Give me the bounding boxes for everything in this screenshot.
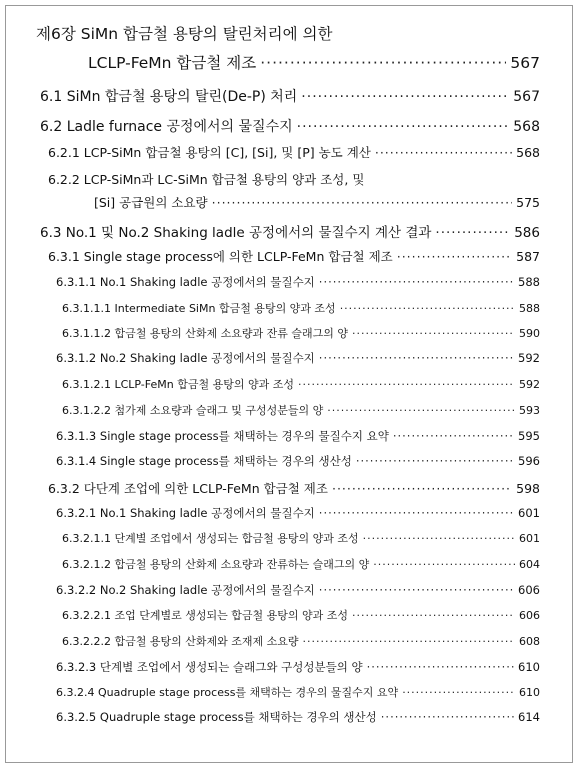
- dot-leader: [381, 710, 514, 724]
- entry-title: 6.3.1.1.1 Intermediate SiMn 합금철 용탕의 양과 조성: [62, 302, 336, 315]
- dot-leader: [298, 378, 515, 391]
- page-number: 604: [519, 558, 540, 571]
- page-number: 601: [519, 532, 540, 545]
- entry-title: 6.3.2.4 Quadruple stage process를 채택하는 경우의 물질수지 요약: [56, 686, 399, 699]
- page-number: 598: [516, 481, 540, 496]
- entry-title: 6.3.1.3 Single stage process를 채택하는 경우의 물질수지 요약: [56, 429, 389, 443]
- dot-leader: [375, 145, 512, 160]
- page-number: 596: [518, 454, 540, 468]
- toc-entry: [62, 633, 540, 649]
- page-number: 567: [510, 54, 540, 72]
- dot-leader: [319, 275, 514, 289]
- entry-title: 6.2.2 LCP-SiMn과 LC-SiMn 합금철 용탕의 양과 조성, 및: [48, 172, 365, 187]
- toc-entry: [48, 170, 540, 188]
- entry-title: 6.3.2.1.1 단계별 조업에서 생성되는 합금철 용탕의 양과 조성: [62, 532, 359, 545]
- page-number: 610: [519, 686, 540, 699]
- dot-leader: [297, 119, 510, 135]
- toc-entry: [40, 116, 540, 136]
- dot-leader: [319, 351, 514, 365]
- entry-title: 6.3.2.1.2 합금철 용탕의 산화제 소요량과 잔류하는 슬래그의 양: [62, 558, 370, 571]
- page-number: 593: [519, 404, 540, 417]
- toc-entry: [40, 221, 540, 241]
- toc-entry: [62, 556, 540, 572]
- dot-leader: [301, 89, 509, 105]
- dot-leader: [319, 583, 514, 597]
- toc-entry: [62, 530, 540, 546]
- toc-entry: [48, 479, 540, 497]
- page-number: 588: [518, 275, 540, 289]
- toc-entry: [40, 86, 540, 106]
- page-number: 586: [514, 225, 540, 241]
- dot-leader: [373, 558, 515, 571]
- dot-leader: [402, 686, 515, 699]
- page-number: 592: [518, 351, 540, 365]
- page-number: 601: [518, 506, 540, 520]
- dot-leader: [212, 195, 513, 210]
- dot-leader: [356, 454, 514, 468]
- page-number: 608: [519, 635, 540, 648]
- chapter-heading-line-1: [36, 22, 536, 44]
- dot-leader: [340, 302, 515, 315]
- entry-title: 6.3.2.3 단계별 조업에서 생성되는 슬래그와 구성성분들의 양: [56, 660, 363, 674]
- page-number: 587: [516, 249, 540, 264]
- entry-title: 6.3.1.1.2 합금철 용탕의 산화제 소요량과 잔류 슬래그의 양: [62, 327, 348, 340]
- toc-entry: [56, 428, 540, 444]
- toc-entry-continuation: [94, 193, 540, 211]
- dot-leader: [302, 635, 515, 648]
- dot-leader: [393, 429, 514, 443]
- page-number: 606: [519, 609, 540, 622]
- toc-entry: [56, 684, 540, 700]
- entry-title: 6.3.2.2.2 합금철 용탕의 산화제와 조재제 소요량: [62, 635, 299, 648]
- toc-entry: [56, 453, 540, 469]
- toc-entry: [48, 247, 540, 265]
- toc-entry: [62, 607, 540, 623]
- toc-entry: [48, 143, 540, 161]
- toc-entry: [56, 709, 540, 725]
- toc-entry: [56, 659, 540, 675]
- entry-title: 6.3 No.1 및 No.2 Shaking ladle 공정에서의 물질수지 계산 결과: [40, 225, 432, 241]
- entry-title: 6.3.1.2.2 첨가제 소요량과 슬래그 및 구성성분들의 양: [62, 404, 324, 417]
- toc-entry: [62, 376, 540, 392]
- dot-leader: [260, 54, 506, 72]
- dot-leader: [319, 506, 514, 520]
- dot-leader: [332, 481, 512, 496]
- page-number: 590: [519, 327, 540, 340]
- entry-title: 6.3.1.1 No.1 Shaking ladle 공정에서의 물질수지: [56, 275, 315, 289]
- dot-leader: [352, 609, 515, 622]
- page-number: 595: [518, 429, 540, 443]
- entry-title: 6.3.1.2.1 LCLP-FeMn 합금철 용탕의 양과 조성: [62, 378, 294, 391]
- dot-leader: [367, 660, 514, 674]
- toc-entry: [62, 402, 540, 418]
- page-number: 568: [516, 145, 540, 160]
- chapter-heading-line-2: [88, 51, 540, 73]
- dot-leader: [435, 225, 510, 241]
- entry-title: [Si] 공급원의 소요량: [94, 195, 208, 210]
- entry-title: 6.3.1 Single stage process에 의한 LCLP-FeMn 합금철 제조: [48, 249, 393, 264]
- page-number: 575: [516, 195, 540, 210]
- entry-title: 6.3.2.2.1 조업 단계별로 생성되는 합금철 용탕의 양과 조성: [62, 609, 348, 622]
- entry-title: 6.2 Ladle furnace 공정에서의 물질수지: [40, 119, 293, 135]
- dot-leader: [327, 404, 515, 417]
- page-number: 567: [513, 89, 540, 105]
- entry-title: 6.3.1.2 No.2 Shaking ladle 공정에서의 물질수지: [56, 351, 315, 365]
- toc-entry: [56, 582, 540, 598]
- dot-leader: [363, 532, 515, 545]
- toc-entry: [62, 300, 540, 316]
- toc-entry: [56, 350, 540, 366]
- page-number: 614: [518, 710, 540, 724]
- entry-title: 6.3.2 다단계 조업에 의한 LCLP-FeMn 합금철 제조: [48, 481, 328, 496]
- entry-title: 6.2.1 LCP-SiMn 합금철 용탕의 [C], [Si], 및 [P] 농도 계산: [48, 145, 371, 160]
- chapter-title-part-1: 제6장 SiMn 합금철 용탕의 탈린처리에 의한: [36, 25, 333, 43]
- page-number: 588: [519, 302, 540, 315]
- entry-title: 6.3.2.2 No.2 Shaking ladle 공정에서의 물질수지: [56, 583, 315, 597]
- entry-title: 6.3.2.1 No.1 Shaking ladle 공정에서의 물질수지: [56, 506, 315, 520]
- entry-title: 6.3.2.5 Quadruple stage process를 채택하는 경우의 생산성: [56, 710, 377, 724]
- dot-leader: [352, 327, 515, 340]
- page-number: 606: [518, 583, 540, 597]
- entry-title: 6.1 SiMn 합금철 용탕의 탈린(De-P) 처리: [40, 89, 298, 105]
- toc-entry: [62, 325, 540, 341]
- toc-entry: [56, 274, 540, 290]
- toc-entry: [56, 505, 540, 521]
- page-number: 592: [519, 378, 540, 391]
- chapter-title-part-2: LCLP-FeMn 합금철 제조: [88, 54, 257, 72]
- entry-title: 6.3.1.4 Single stage process를 채택하는 경우의 생산성: [56, 454, 352, 468]
- dot-leader: [397, 249, 512, 264]
- page-number: 568: [513, 119, 540, 135]
- page-number: 610: [518, 660, 540, 674]
